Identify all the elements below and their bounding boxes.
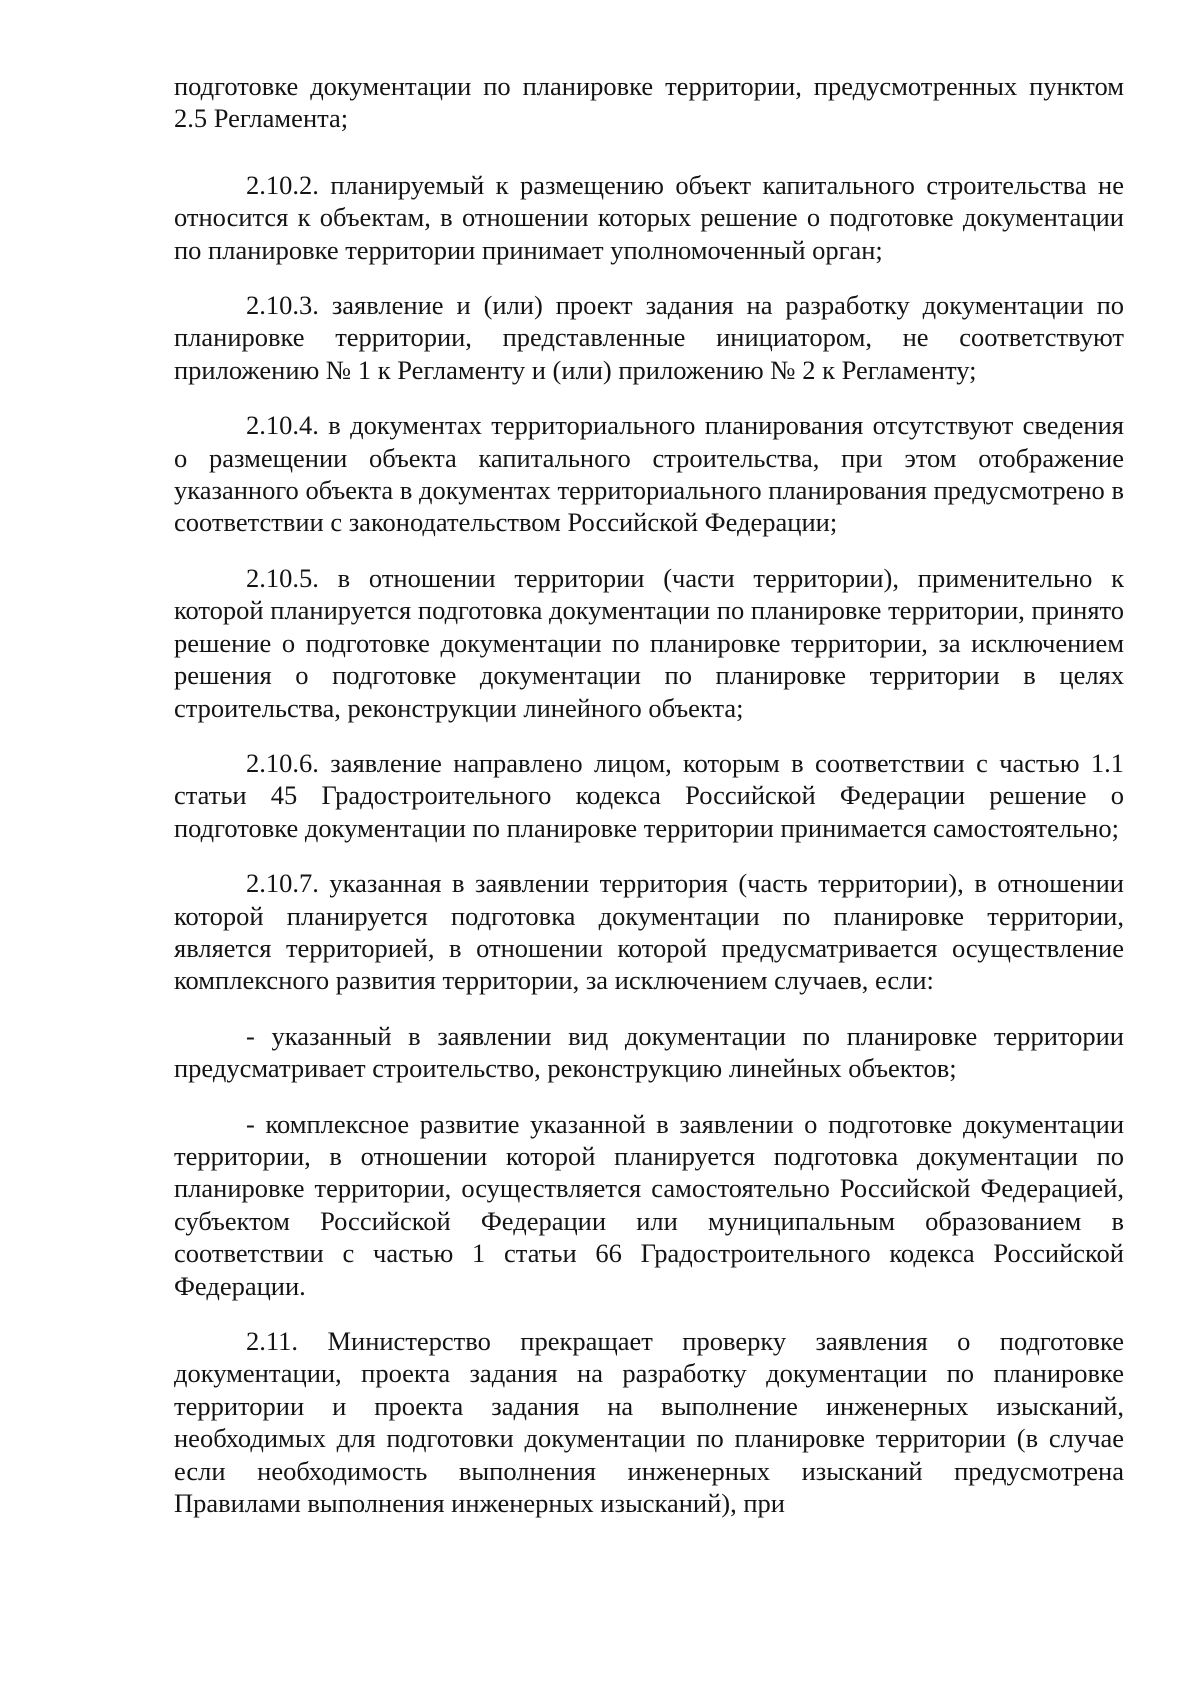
paragraph-2-10-5: 2.10.5. в отношении территории (части территории), применительно к которой планируется подготовка документации по планировке территории, принято решение о подготовке документации по планировке территории, за исключением решения о подготовке документации по планировке территории в целях строительства, реконструкции линейного объекта; xyxy=(174,562,1124,723)
list-item-linear-objects: - указанный в заявлении вид документации по планировке территории предусматривает строительство, реконструкцию линейных объектов; xyxy=(174,1020,1124,1084)
paragraph-2-10-7: 2.10.7. указанная в заявлении территория (часть территории), в отношении которой планируется подготовка документации по планировке территории, является территорией, в отношении которой предусматривается осуществление комплексного развития территории, за исключением случаев, если: xyxy=(174,868,1124,996)
list-item-complex-development: - комплексное развитие указанной в заявлении о подготовке документации территории, в отношении которой планируется подготовка документации по планировке территории, осуществляется самостоятельно Российской Федерацией, субъектом Российской Федерации или муниципальным образованием в соответствии с частью 1 статьи 66 Градостроительного кодекса Российской Федерации. xyxy=(174,1108,1124,1301)
document-page xyxy=(174,70,1124,1519)
paragraph-2-10-6: 2.10.6. заявление направлено лицом, которым в соответствии с частью 1.1 статьи 45 Градостроительного кодекса Российской Федерации решение о подготовке документации по планировке территории принимается самостоятельно; xyxy=(174,747,1124,843)
paragraph-2-10-2: 2.10.2. планируемый к размещению объект капитального строительства не относится к объектам, в отношении которых решение о подготовке документации по планировке территории принимает уполномоченный орган; xyxy=(174,169,1124,265)
paragraph-2-11: 2.11. Министерство прекращает проверку заявления о подготовке документации, проекта задания на разработку документации по планировке территории и проекта задания на выполнение инженерных изысканий, необходимых для подготовки документации по планировке территории (в случае если необходимость выполнения инженерных изысканий предусмотрена Правилами выполнения инженерных изысканий), при xyxy=(174,1326,1124,1519)
paragraph-2-10-4: 2.10.4. в документах территориального планирования отсутствуют сведения о размещении объекта капитального строительства, при этом отображение указанного объекта в документах территориального планирования предусмотрено в соответствии с законодательством Российской Федерации; xyxy=(174,410,1124,538)
paragraph-continuation: подготовке документации по планировке территории, предусмотренных пунктом 2.5 Регламента; xyxy=(174,71,1124,134)
paragraph-2-10-3: 2.10.3. заявление и (или) проект задания на разработку документации по планировке территории, представленные инициатором, не соответствуют приложению № 1 к Регламенту и (или) приложению № 2 к Регламенту; xyxy=(174,290,1124,385)
